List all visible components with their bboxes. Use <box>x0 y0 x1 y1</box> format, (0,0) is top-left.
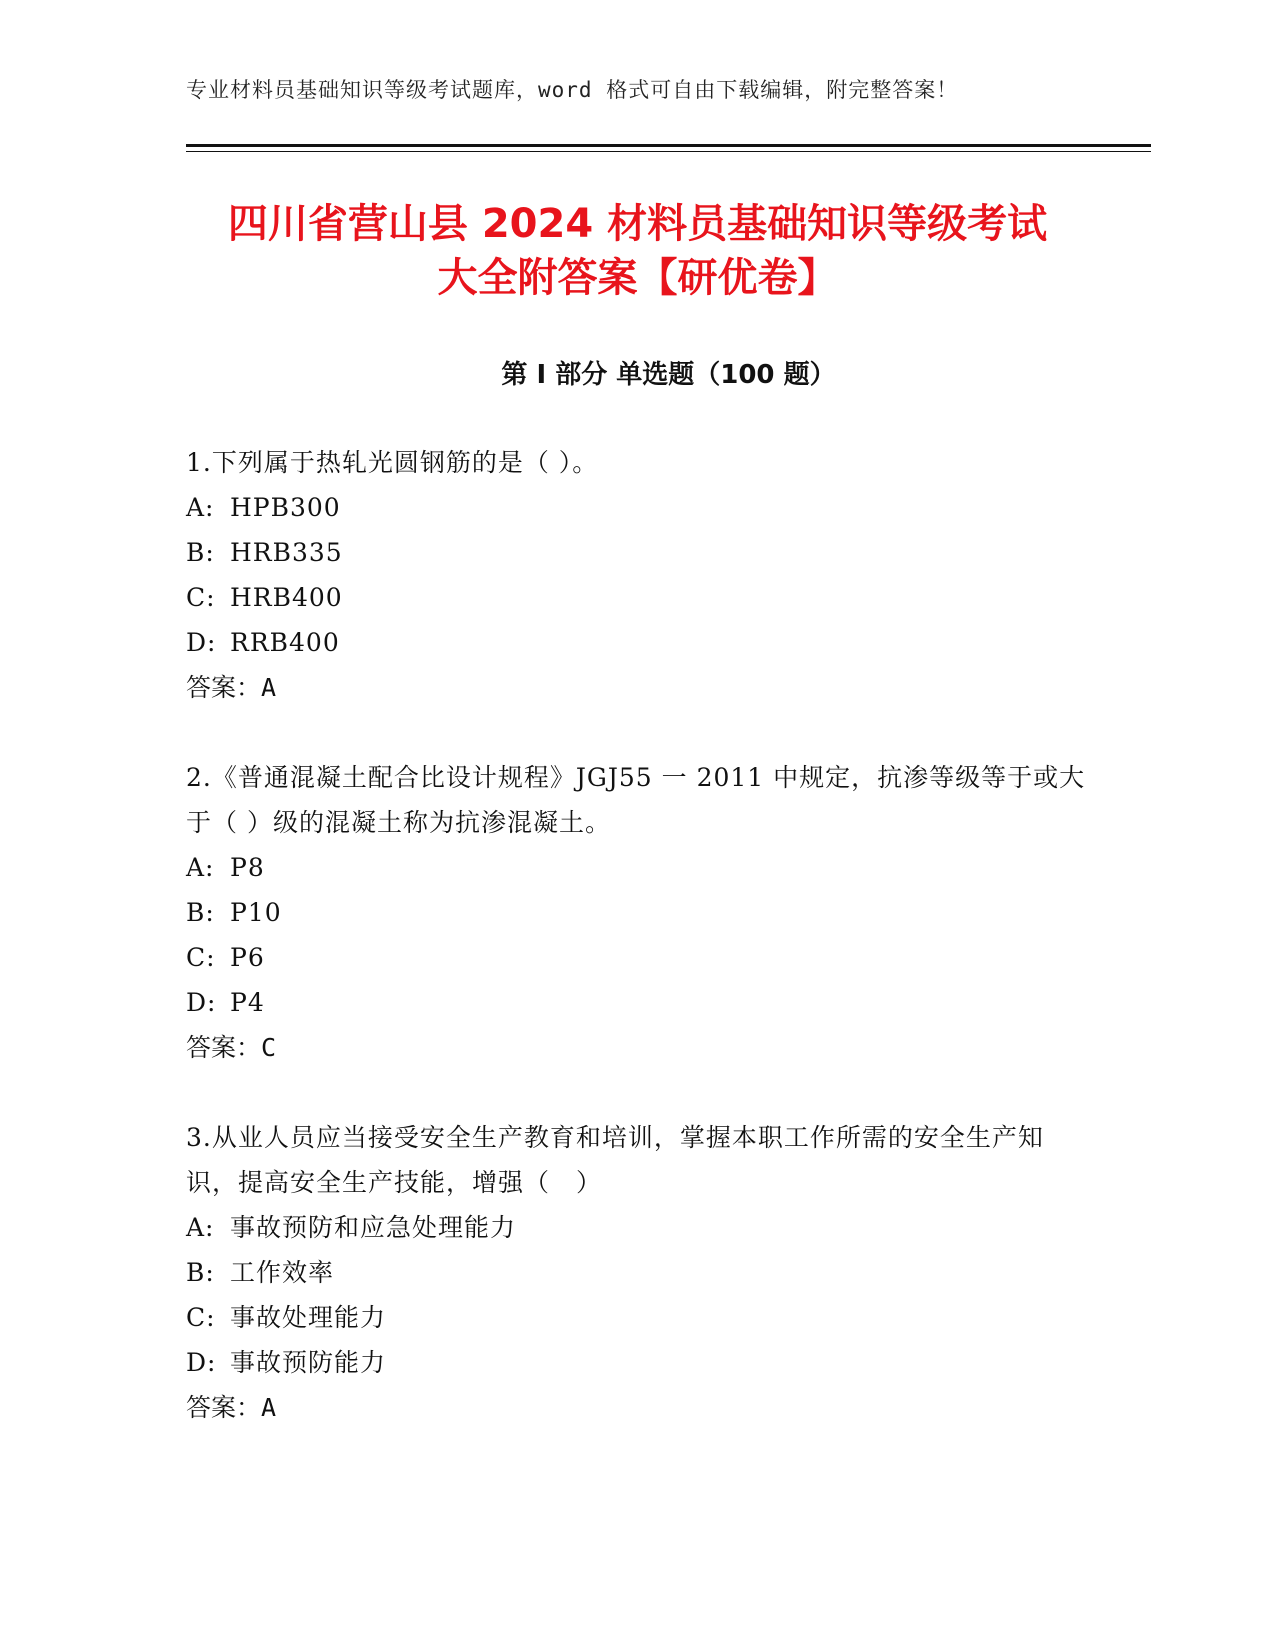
option-label: B: <box>186 1258 215 1287</box>
answer-line <box>186 1385 1086 1430</box>
question-1 <box>186 440 1086 710</box>
option-a <box>186 485 1086 530</box>
option-b <box>186 890 1086 935</box>
question-text: 2.《普通混凝土配合比设计规程》JGJ55 一 2011 中规定，抗渗等级等于或大于（ ）级的混凝土称为抗渗混凝土。 <box>186 763 1086 837</box>
option-d <box>186 620 1086 665</box>
option-c <box>186 1295 1086 1340</box>
option-c <box>186 935 1086 980</box>
option-label: A: <box>186 493 215 522</box>
option-text: 事故预防能力 <box>230 1348 387 1377</box>
option-a <box>186 1205 1086 1250</box>
option-d <box>186 980 1086 1025</box>
option-a <box>186 845 1086 890</box>
option-label: A: <box>186 853 215 882</box>
option-text: P8 <box>230 853 265 882</box>
question-text: 1.下列属于热轧光圆钢筋的是（ ）。 <box>186 448 599 477</box>
option-text: RRB400 <box>230 628 340 657</box>
document-title-line-1: 四川省营山县 2024 材料员基础知识等级考试 <box>227 201 1048 247</box>
option-text: 事故处理能力 <box>230 1303 387 1332</box>
option-text: HPB300 <box>230 493 341 522</box>
answer-value: A <box>261 1393 277 1422</box>
option-text: P6 <box>230 943 265 972</box>
document-title <box>150 197 1125 305</box>
option-label: D: <box>186 988 217 1017</box>
question-2 <box>186 755 1086 1070</box>
option-text: P10 <box>230 898 282 927</box>
answer-label: 答案： <box>186 1393 262 1422</box>
answer-line <box>186 665 1086 710</box>
question-3 <box>186 1115 1086 1430</box>
answer-label: 答案： <box>186 673 262 702</box>
option-label: A: <box>186 1213 215 1242</box>
section-title: 第 I 部分 单选题（100 题） <box>501 360 836 390</box>
option-label: C: <box>186 1303 216 1332</box>
header-note: 专业材料员基础知识等级考试题库，word 格式可自由下载编辑，附完整答案！ <box>186 78 959 102</box>
option-text: 工作效率 <box>230 1258 335 1287</box>
answer-line <box>186 1025 1086 1070</box>
option-text: 事故预防和应急处理能力 <box>230 1213 517 1242</box>
question-text: 3.从业人员应当接受安全生产教育和培训，掌握本职工作所需的安全生产知识，提高安全生产技能，增强（ ） <box>186 1123 1044 1197</box>
option-b <box>186 1250 1086 1295</box>
answer-value: A <box>261 673 277 702</box>
option-label: B: <box>186 538 215 567</box>
option-label: C: <box>186 943 216 972</box>
document-title-line-2: 大全附答案【研优卷】 <box>437 255 838 301</box>
answer-value: C <box>261 1033 277 1062</box>
option-text: P4 <box>230 988 265 1017</box>
header-rule-thin <box>186 151 1151 152</box>
option-b <box>186 530 1086 575</box>
option-d <box>186 1340 1086 1385</box>
option-label: B: <box>186 898 215 927</box>
header-rule-thick <box>186 144 1151 147</box>
option-label: D: <box>186 628 217 657</box>
option-c <box>186 575 1086 620</box>
option-label: C: <box>186 583 216 612</box>
option-text: HRB400 <box>230 583 343 612</box>
option-text: HRB335 <box>230 538 343 567</box>
option-label: D: <box>186 1348 217 1377</box>
answer-label: 答案： <box>186 1033 262 1062</box>
